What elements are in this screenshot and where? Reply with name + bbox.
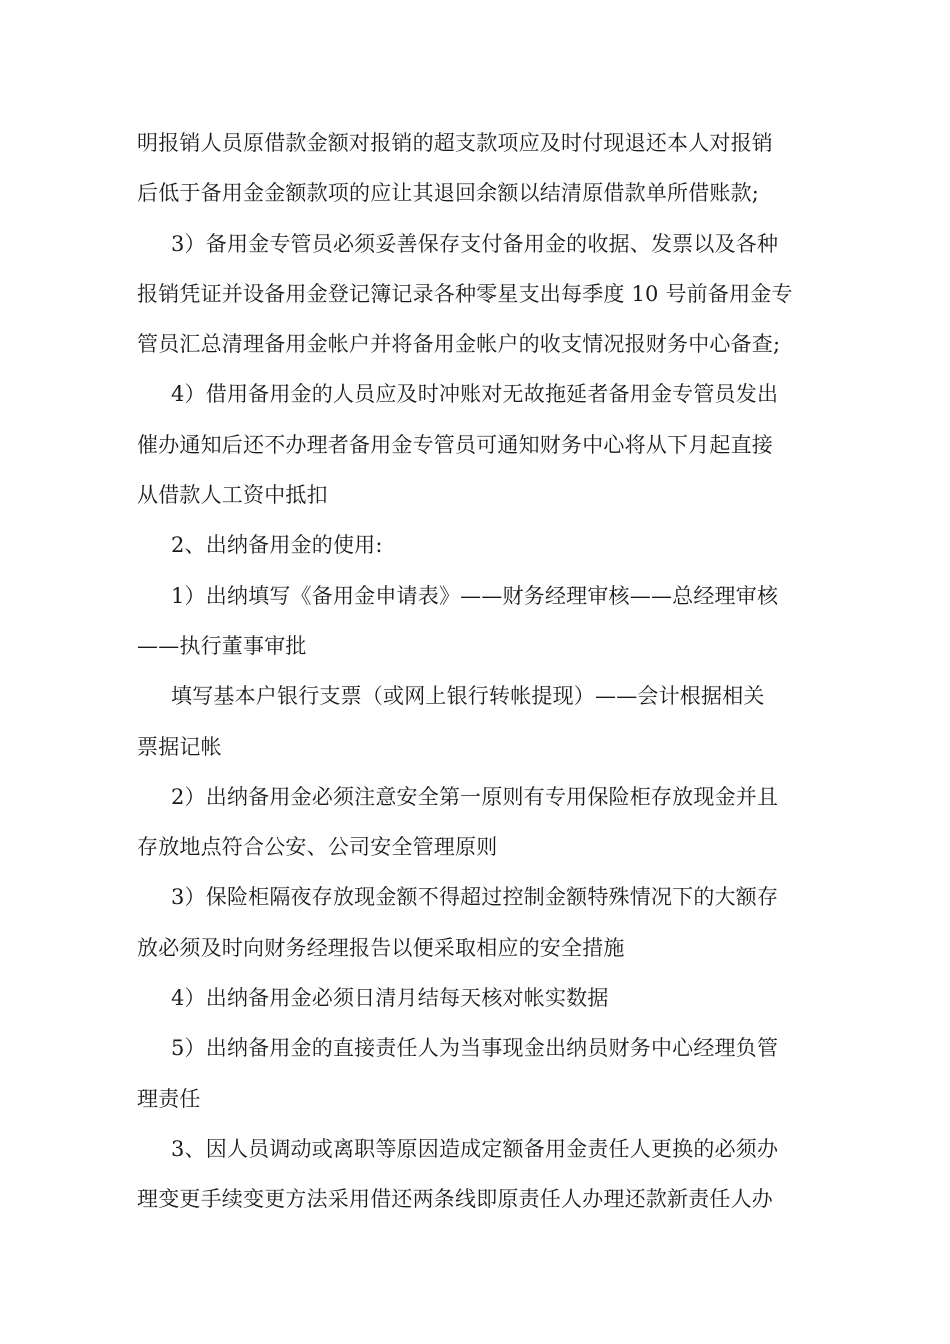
text-line: 2）出纳备用金必须注意安全第一原则有专用保险柜存放现金并且 [171, 784, 779, 809]
text-line: 4）借用备用金的人员应及时冲账对无故拖延者备用金专管员发出 [171, 382, 779, 407]
text-line: 5）出纳备用金的直接责任人为当事现金出纳员财务中心经理负管 [171, 1036, 779, 1061]
text-line: 4）出纳备用金必须日清月结每天核对帐实数据 [171, 986, 609, 1011]
text-line: 存放地点符合公安、公司安全管理原则 [137, 835, 498, 860]
text-line: 管员汇总清理备用金帐户并将备用金帐户的收支情况报财务中心备查; [137, 332, 781, 357]
text-line: 理责任 [137, 1086, 201, 1111]
text-line: 票据记帐 [137, 734, 222, 759]
text-line: 后低于备用金金额款项的应让其退回余额以结清原借款单所借账款; [137, 181, 760, 206]
text-line: 3）保险柜隔夜存放现金额不得超过控制金额特殊情况下的大额存 [171, 885, 779, 910]
text-line: 报销凭证并设备用金登记簿记录各种零星支出每季度 10 号前备用金专 [137, 281, 793, 306]
section-heading: 3、因人员调动或离职等原因造成定额备用金责任人更换的必须办 [171, 1136, 779, 1161]
body-text [137, 118, 817, 1225]
text-line: 明报销人员原借款金额对报销的超支款项应及时付现退还本人对报销 [137, 131, 773, 155]
text-line: 填写基本户银行支票（或网上银行转帐提现）——会计根据相关 [171, 684, 765, 709]
text-line: 从借款人工资中抵扣 [137, 483, 328, 508]
text-line: ——执行董事审批 [137, 633, 307, 658]
text-line: 理变更手续变更方法采用借还两条线即原责任人办理还款新责任人办 [137, 1187, 773, 1212]
text-line: 3）备用金专管员必须妥善保存支付备用金的收据、发票以及各种 [171, 231, 779, 256]
section-heading: 2、出纳备用金的使用: [171, 533, 383, 558]
text-line: 1）出纳填写《备用金申请表》——财务经理审核——总经理审核 [171, 583, 779, 608]
text-line: 放必须及时向财务经理报告以便采取相应的安全措施 [137, 935, 625, 960]
text-line: 催办通知后还不办理者备用金专管员可通知财务中心将从下月起直接 [137, 432, 773, 457]
